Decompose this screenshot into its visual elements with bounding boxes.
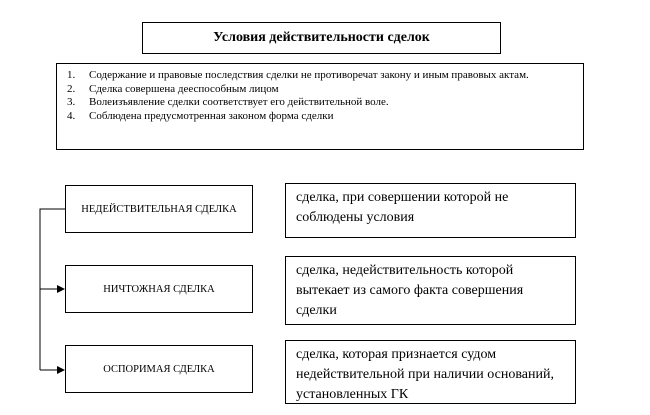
- condition-item: [67, 110, 575, 124]
- title-box: [142, 22, 501, 54]
- condition-number: 3.: [67, 96, 76, 108]
- type-label: ОСПОРИМАЯ СДЕЛКА: [103, 363, 215, 375]
- type-box-voidable: [65, 345, 253, 393]
- definition-box-voidable: [285, 340, 576, 404]
- conditions-list: [67, 69, 575, 123]
- definition-box-invalid: [285, 183, 576, 238]
- definition-text: сделка, при совершении которой не соблюдены условия: [296, 190, 509, 225]
- condition-text: Соблюдена предусмотренная законом форма сделки: [89, 109, 334, 122]
- condition-item: [67, 96, 575, 110]
- diagram-title: Условия действительности сделок: [213, 30, 430, 45]
- condition-number: 2.: [67, 82, 76, 95]
- type-label: НИЧТОЖНАЯ СДЕЛКА: [103, 283, 215, 295]
- condition-number: 4.: [67, 109, 76, 122]
- condition-text: Содержание и правовые последствия сделки не противоречат закону и иным правовых актам.: [89, 69, 529, 81]
- condition-item: [67, 83, 575, 97]
- definition-box-void: [285, 256, 576, 325]
- connector-trunk: [40, 209, 65, 370]
- definition-text: сделка, недействительность которой вытекает из самого факта совершения сделки: [296, 263, 524, 318]
- condition-number: 1.: [67, 69, 76, 81]
- definition-text: сделка, которая признается судом недействительной при наличии оснований, установленных ГК: [296, 347, 554, 402]
- condition-item: [67, 69, 575, 83]
- type-box-invalid: [65, 185, 253, 233]
- type-box-void: [65, 265, 253, 313]
- condition-text: Сделка совершена дееспособным лицом: [89, 82, 279, 95]
- conditions-box: [56, 63, 584, 150]
- condition-text: Волеизъявление сделки соответствует его действительной воле.: [89, 96, 389, 108]
- type-label: НЕДЕЙСТВИТЕЛЬНАЯ СДЕЛКА: [81, 203, 237, 215]
